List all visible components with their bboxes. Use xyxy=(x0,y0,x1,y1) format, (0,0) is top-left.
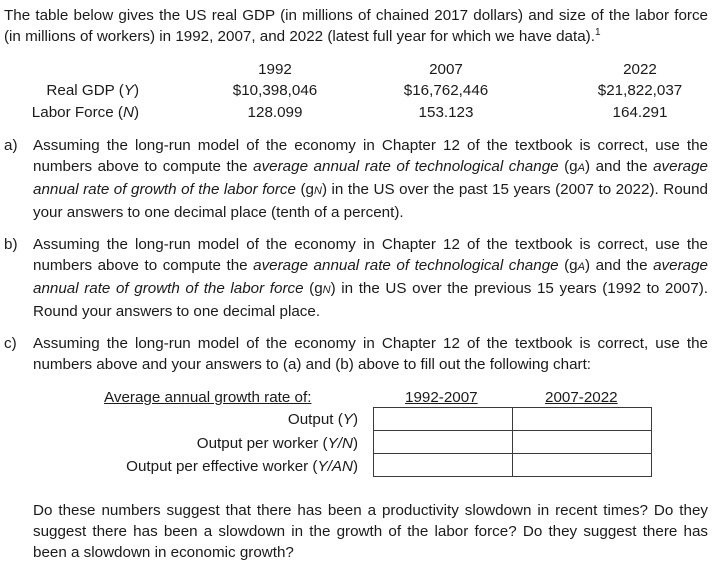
gdp-2022: $21,822,037 xyxy=(597,82,683,99)
answer-cell-ypw-1992-2007[interactable] xyxy=(374,431,513,454)
labor-2007: 153.123 xyxy=(418,104,474,121)
gdp-1992: $10,398,046 xyxy=(232,82,318,99)
footnote-marker: 1 xyxy=(594,26,601,38)
labor-1992: 128.099 xyxy=(247,104,303,121)
answer-row-output-per-worker xyxy=(374,431,652,454)
growth-rate-header: Average annual growth rate of: xyxy=(104,389,312,406)
row-label-real-gdp xyxy=(46,80,139,101)
qa-var-close: ) xyxy=(584,158,591,175)
qa-term-tech-change: average annual rate of technological change xyxy=(253,158,559,175)
answer-chart-headers xyxy=(0,387,714,408)
year-header-2007: 2007 xyxy=(429,61,463,78)
answer-row-output xyxy=(374,408,652,431)
question-b xyxy=(4,234,708,322)
qa-var-sub-n: N xyxy=(314,185,322,197)
label-close: ) xyxy=(352,411,358,428)
answer-cell-output-1992-2007[interactable] xyxy=(374,408,513,431)
period-header-2007-2022: 2007-2022 xyxy=(545,389,618,406)
label-var: Y/N xyxy=(327,435,353,452)
question-c xyxy=(4,333,708,375)
label-text: Output ( xyxy=(287,411,343,428)
question-c-label: c) xyxy=(4,335,17,352)
label-close: ) xyxy=(352,458,358,475)
qb-var-sub-n: N xyxy=(322,284,331,296)
answer-cell-output-2007-2022[interactable] xyxy=(513,408,652,431)
answer-grid xyxy=(373,407,652,477)
question-a-text xyxy=(33,135,708,223)
qb-var-close: ) xyxy=(584,257,591,274)
row-label-var: N xyxy=(122,104,134,121)
qb-part2: and the xyxy=(590,257,654,274)
qb-var2-open: (g xyxy=(309,280,323,297)
row-label-labor-force xyxy=(32,102,139,123)
qa-part3: in the US over the past 15 years (2007 to 2022). Round your answers to one decimal place (tenth of a percent). xyxy=(33,181,708,221)
year-header-2022: 2022 xyxy=(623,61,657,78)
answer-cell-ypw-2007-2022[interactable] xyxy=(513,431,652,454)
qa-term-labor-growth: average annual rate of growth of the labor force xyxy=(33,158,708,198)
year-header-1992: 1992 xyxy=(258,61,292,78)
qb-part3: in the US over the previous 15 years (1992 to 2007). Round your answers to one decimal place. xyxy=(33,280,708,320)
answer-cell-ypew-2007-2022[interactable] xyxy=(513,454,652,477)
qa-var2-close: ) xyxy=(321,181,328,198)
qb-var-open: (g xyxy=(564,257,578,274)
qa-part2: and the xyxy=(590,158,654,175)
row-label-var: Y xyxy=(123,82,134,99)
intro-text: The table below gives the US real GDP (in millions of chained 2017 dollars) and size of the labor force (in millions of workers) in 1992, 2007, and 2022 (latest full year for which we have data). xyxy=(4,7,708,45)
question-b-label: b) xyxy=(4,236,18,253)
given-table-header xyxy=(0,59,714,80)
qb-var2-close: ) xyxy=(330,280,336,297)
label-text: Output per effective worker ( xyxy=(126,458,318,475)
row-label-close: ) xyxy=(133,104,139,121)
label-close: ) xyxy=(352,435,358,452)
question-a xyxy=(4,135,708,223)
qb-part1: Assuming the long-run model of the economy in Chapter 12 of the textbook is correct, use the numbers above to compute the xyxy=(33,236,708,274)
question-a-label: a) xyxy=(4,137,18,154)
qa-var2-open: (g xyxy=(300,181,315,198)
given-table-row-gdp xyxy=(0,80,714,101)
gdp-2007: $16,762,446 xyxy=(403,82,489,99)
question-b-text xyxy=(33,234,708,322)
answer-cell-ypew-1992-2007[interactable] xyxy=(374,454,513,477)
row-label-close: ) xyxy=(133,82,139,99)
intro-paragraph xyxy=(4,5,708,47)
chart-row-label-output-per-worker xyxy=(197,433,358,454)
label-var: Y/AN xyxy=(317,458,353,475)
closing-questions: Do these numbers suggest that there has been a productivity slowdown in recent times? Do they suggest there has been a slowdown in the growth of the labor force? Do they suggest there has been a slowdown in economic growth? xyxy=(33,502,708,561)
given-table-row-labor xyxy=(0,102,714,123)
qb-term-labor-growth: average annual rate of growth of the labor force xyxy=(33,257,708,297)
question-c-text: Assuming the long-run model of the economy in Chapter 12 of the textbook is correct, use the numbers above and your answers to (a) and (b) above to fill out the following chart: xyxy=(33,335,708,373)
row-label-text: Real GDP ( xyxy=(46,82,124,99)
qb-var-sub-a: A xyxy=(577,261,585,273)
answer-row-output-per-effective-worker xyxy=(374,454,652,477)
chart-row-label-output-per-effective-worker xyxy=(126,456,358,477)
qa-var-sub-a: A xyxy=(577,162,585,174)
row-label-text: Labor Force ( xyxy=(31,104,123,121)
label-text: Output per worker ( xyxy=(196,435,328,452)
labor-2022: 164.291 xyxy=(612,104,668,121)
label-var: Y xyxy=(342,411,353,428)
qb-term-tech-change: average annual rate of technological change xyxy=(253,257,559,274)
qa-part1: Assuming the long-run model of the economy in Chapter 12 of the textbook is correct, use the numbers above to compute the xyxy=(33,137,708,175)
period-header-1992-2007: 1992-2007 xyxy=(405,389,478,406)
qa-var-open: (g xyxy=(564,158,578,175)
chart-row-label-output xyxy=(288,409,358,430)
